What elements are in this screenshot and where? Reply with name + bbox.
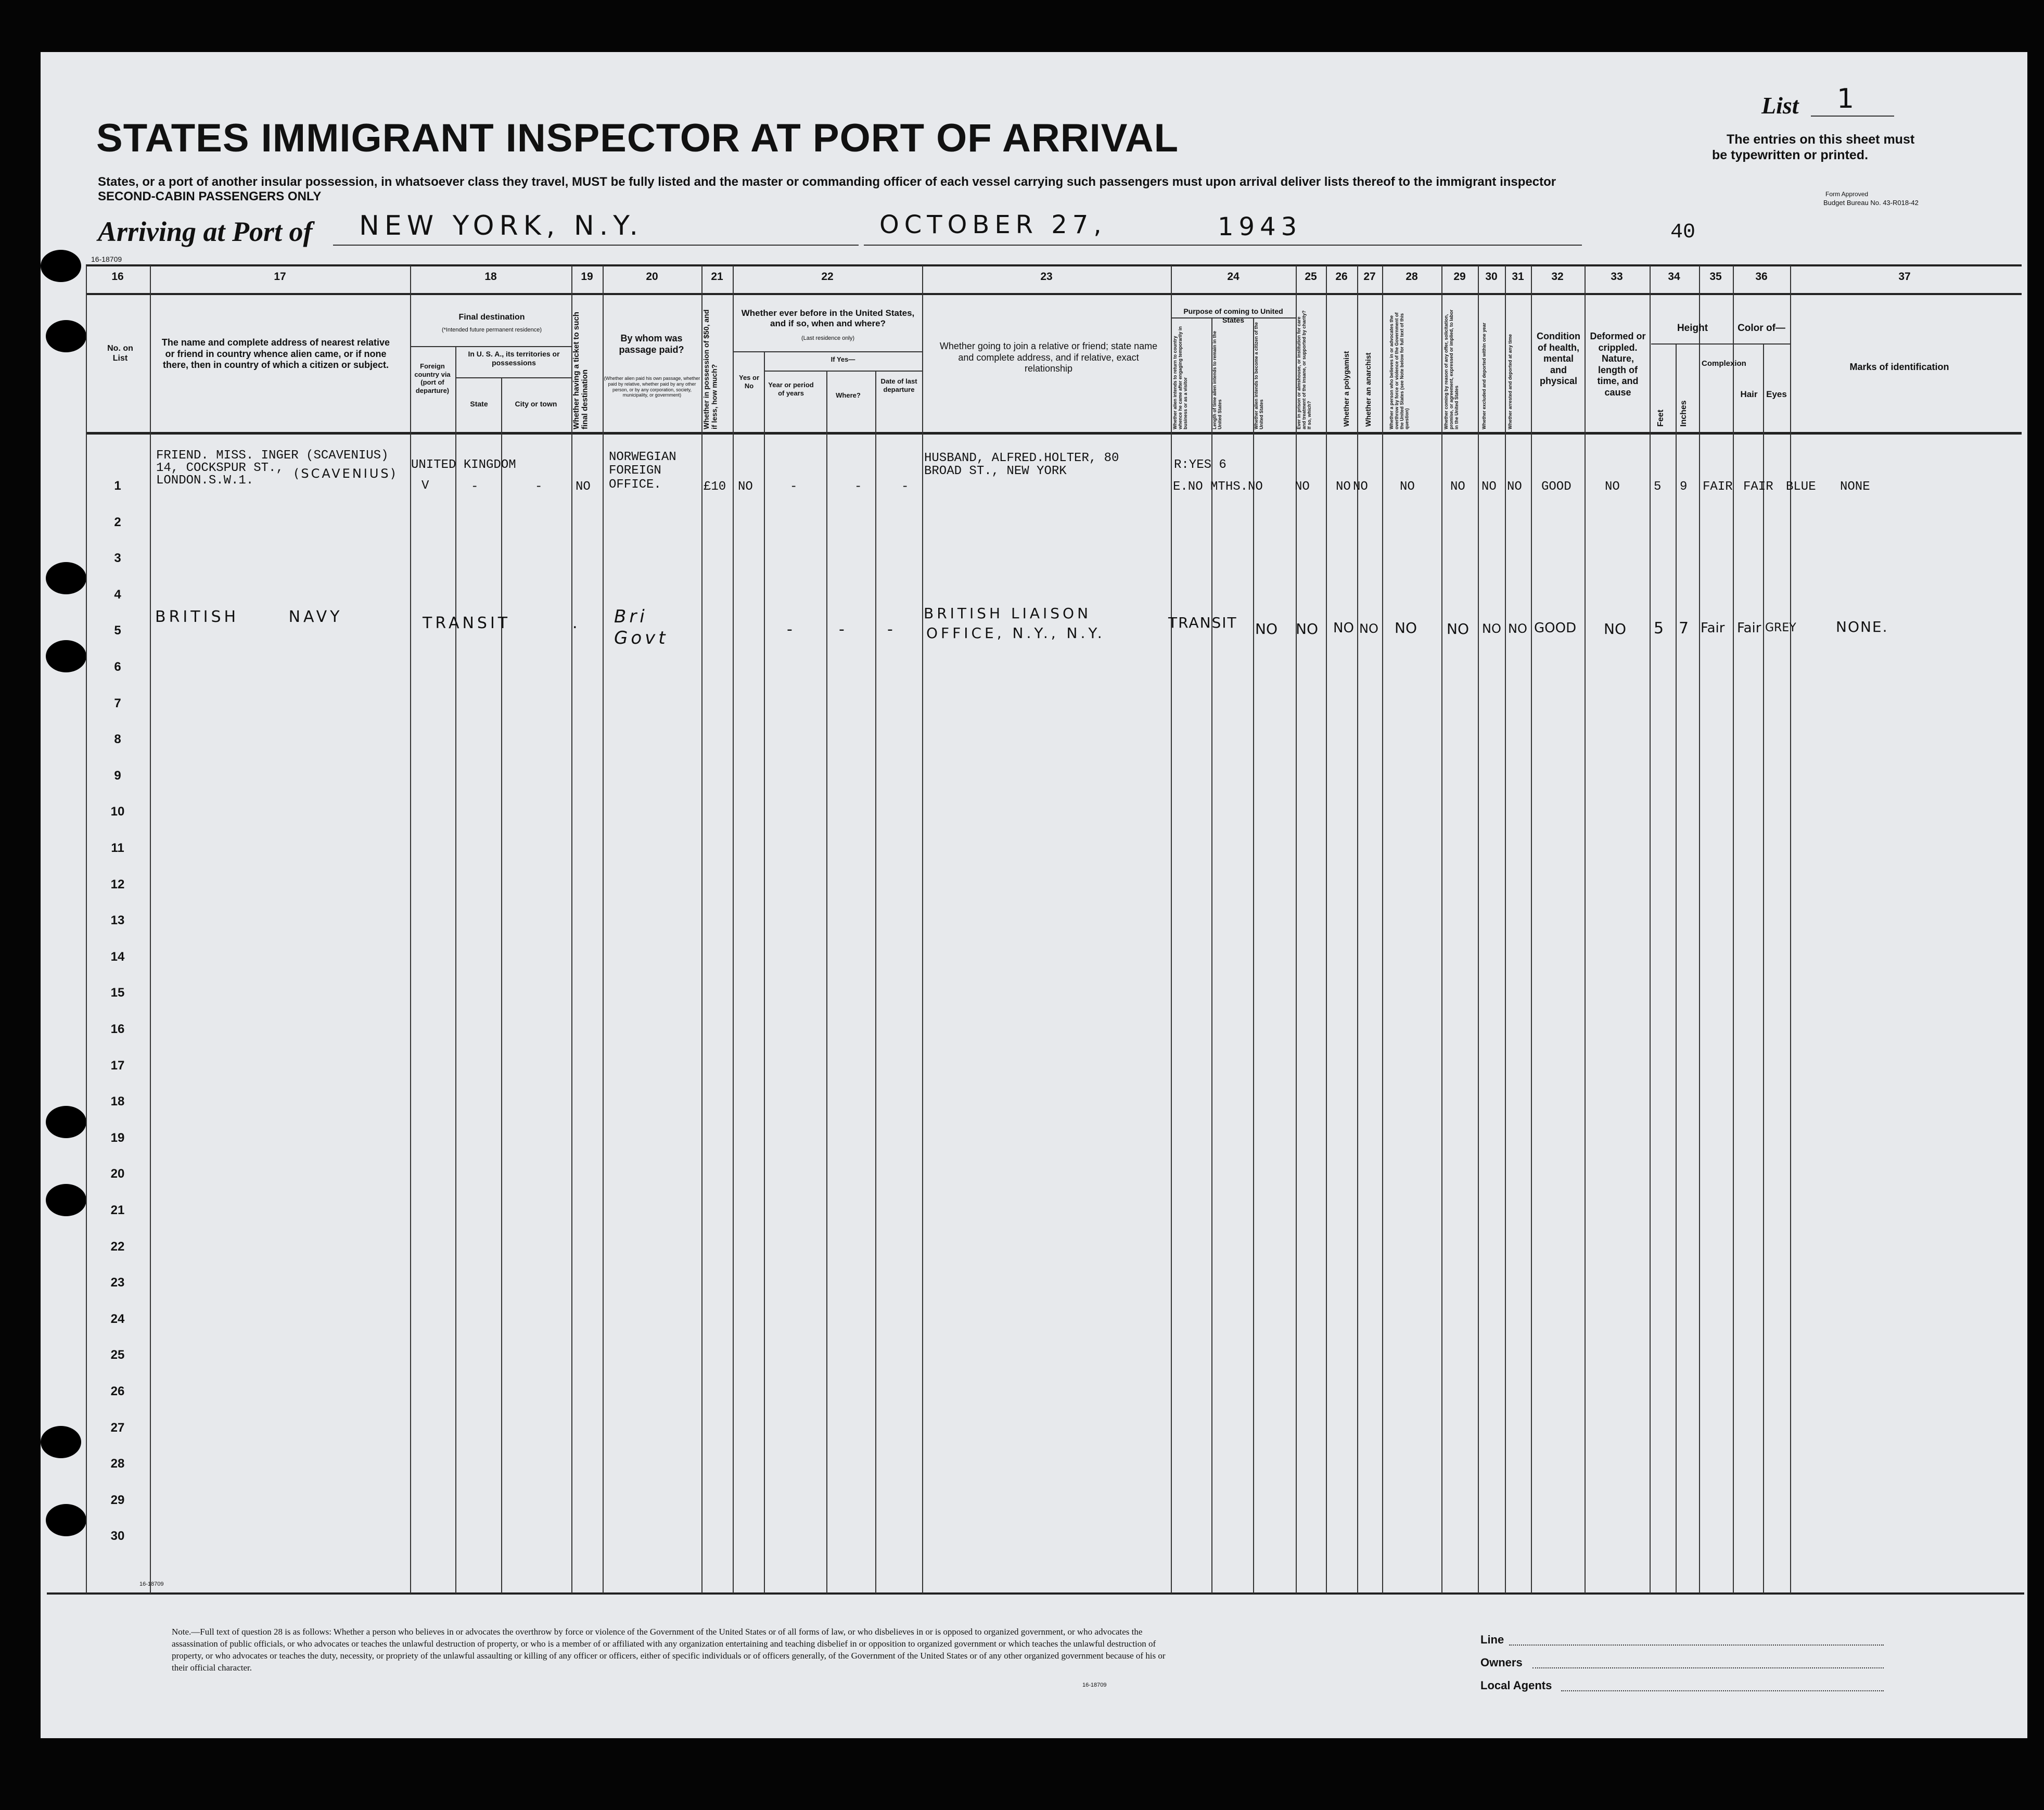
row-number: 26 <box>110 1384 125 1398</box>
entry1-purpose: R:YES 6 <box>1174 458 1227 472</box>
column-divider <box>1211 318 1212 1594</box>
column-number: 23 <box>1040 271 1053 283</box>
entry1-relative-line1: FRIEND. MISS. INGER (SCAVENIUS) <box>156 449 389 463</box>
entry1-marks: NONE <box>1840 480 1870 494</box>
row-number: 7 <box>114 696 121 710</box>
column-divider <box>1441 265 1442 1594</box>
col19-header: Whether having a ticket to such final destination <box>572 312 590 429</box>
column-divider <box>501 378 502 1594</box>
col34-feet: Feet <box>1656 410 1665 427</box>
port-value: NEW YORK, N.Y. <box>359 210 644 241</box>
column-divider <box>875 371 876 1594</box>
column-number: 30 <box>1485 271 1498 283</box>
entry1-deformed: NO <box>1605 480 1620 494</box>
entry5-join-line2: OFFICE, N.Y., N.Y. <box>926 624 1105 642</box>
column-number: 28 <box>1406 271 1418 283</box>
col17-header: The name and complete address of nearest relative or friend in country whence alien came, or if none there, then in country of which a citizen or subject. <box>161 337 390 371</box>
entry5-c30: NO <box>1482 621 1501 636</box>
col22-period: Year or period of years <box>768 381 814 397</box>
column-number: 26 <box>1335 271 1348 283</box>
col36-hair: Hair <box>1740 389 1758 399</box>
table-bottom-rule <box>47 1592 2024 1595</box>
row-number: 12 <box>110 877 125 891</box>
entry1-feet: 5 <box>1654 480 1662 494</box>
line-label: Line <box>1480 1633 1504 1646</box>
col18-note: (*Intended future permanent residence) <box>441 327 542 333</box>
col26-header: Whether a polygamist <box>1342 351 1350 427</box>
line-field[interactable] <box>1509 1645 1884 1647</box>
col34-inches: Inches <box>1679 400 1688 427</box>
row-number: 5 <box>114 623 121 638</box>
entry1-foreign-country: UNITED KINGDOM <box>411 458 516 472</box>
col33-header: Deformed or crippled. Nature, length of time, and cause <box>1590 331 1646 398</box>
column-divider <box>1478 265 1479 1594</box>
punch-hole <box>46 320 86 352</box>
page-title: STATES IMMIGRANT INSPECTOR AT PORT OF ARRIVAL <box>96 116 1179 160</box>
entry1-c31: NO <box>1507 480 1522 494</box>
form-code: 16-18709 <box>91 255 122 263</box>
row-number: 6 <box>114 660 121 674</box>
column-number: 21 <box>711 271 723 283</box>
entry1-hair: FAIR <box>1743 480 1773 494</box>
col24c-header: Whether alien intends to become a citizen of the United States <box>1254 322 1264 429</box>
entry5-feet: 5 <box>1654 619 1667 638</box>
column-divider <box>764 351 765 1594</box>
punch-hole <box>46 1106 86 1138</box>
instructions-text: States, or a port of another insular possession, in whatsoever class they travel, MUST be fully listed and the master or commanding officer of each vessel carrying such passengers must upon arrival deliver lists thereof to the immigrant inspector <box>98 175 1556 189</box>
column-number: 17 <box>274 271 286 283</box>
row-number: 28 <box>110 1457 125 1471</box>
row-number: 24 <box>110 1311 125 1326</box>
column-divider <box>826 371 827 1594</box>
entry1-city: - <box>535 480 543 494</box>
question-28-note: Note.—Full text of question 28 is as follows: Whether a person who believes in or advocates the overthrow by force or violence of the Government of the United States or of all forms of law, or who disbelieves in or is opposed to organized government, or who advocates the assassination of public officials, or who advocates or teaches the unlawful destruction of property, or who is a member of or affiliated with any organization entertaining and teaching disbelief in or opposition to organized government or which teaches the unlawful destruction of property, or who advocates or teaches the duty, necessity, or propriety of the unlawful assaulting or killing of any officer or officers, either of specific individuals or of officers generally, of the Government of the United States or of any other organized government because of his or their official character. <box>172 1627 1166 1673</box>
col21-header: Whether in possession of $50, and if less, how much? <box>702 309 719 429</box>
entry1-ticket: NO <box>576 480 591 494</box>
col22-ifyes: If Yes— <box>831 355 855 363</box>
col18-foreign-header: Foreign country via (port of departure) <box>414 362 451 394</box>
col22-date: Date of last departure <box>880 377 917 393</box>
entry1-join: HUSBAND, ALFRED.HOLTER, 80 BROAD ST., NEW YORK <box>924 451 1119 479</box>
entry5-c25: NO <box>1296 620 1318 638</box>
col18-city-header: City or town <box>515 400 557 408</box>
entry5-inches: 7 <box>1679 619 1692 638</box>
column-divider <box>1585 265 1586 1594</box>
column-divider <box>1357 265 1358 1594</box>
agents-label: Local Agents <box>1480 1679 1552 1692</box>
column-divider <box>1650 265 1651 1594</box>
date-underline <box>864 245 1238 246</box>
column-number: 32 <box>1551 271 1564 283</box>
entry5-relative: BRITISH NAVY <box>155 608 343 626</box>
row-number: 18 <box>110 1094 125 1109</box>
owners-label: Owners <box>1480 1656 1523 1669</box>
list-value: 1 <box>1837 83 1860 114</box>
col22-header: Whether ever before in the United States, and if so, when and where? <box>741 308 915 329</box>
col22-yesno: Yes or No <box>738 374 760 390</box>
entry5-c28: NO <box>1395 619 1417 636</box>
row-number: 30 <box>110 1529 125 1544</box>
row-number: 21 <box>110 1203 125 1217</box>
row-number: 8 <box>114 732 121 747</box>
column-number: 18 <box>484 271 497 283</box>
column-divider <box>1253 318 1254 1594</box>
entry1-c28: NO <box>1400 480 1415 494</box>
manifest-sheet <box>41 52 2027 1738</box>
column-divider <box>603 265 604 1594</box>
row-number: 29 <box>110 1493 125 1507</box>
entry1-ever-before: NO <box>738 480 753 494</box>
entry1-foreign-mark: V <box>421 479 429 493</box>
form-approved: Form Approved <box>1825 190 1869 198</box>
page-number: 40 <box>1670 221 1696 244</box>
entry5-join-line1: BRITISH LIAISON <box>924 605 1092 622</box>
column-divider <box>86 265 87 1594</box>
budget-bureau: Budget Bureau No. 43-R018-42 <box>1823 199 1919 207</box>
col18-header: Final destination <box>458 313 525 322</box>
row-number: 1 <box>114 479 121 493</box>
entry1-c29: NO <box>1450 480 1465 494</box>
entry5-period: - <box>787 620 796 639</box>
col25-header: Ever in prison or almshouse, or institution for care and treatment of the insane, or supported by charity? If so, which? <box>1296 310 1312 429</box>
col23-header: Whether going to join a relative or friend; state name and complete address, and if relative, exact relationship <box>939 341 1158 374</box>
column-divider <box>1505 265 1506 1594</box>
entry1-c27: NO <box>1353 480 1368 494</box>
col31-header: Whether arrested and deported at any time <box>1508 334 1513 429</box>
entry5-deformed: NO <box>1604 620 1626 638</box>
row-number: 9 <box>114 768 121 783</box>
entry5-c31: NO <box>1508 621 1527 636</box>
column-number: 36 <box>1755 271 1768 283</box>
agents-field[interactable] <box>1561 1690 1884 1692</box>
column-divider <box>922 265 923 1594</box>
column-divider <box>733 265 734 1594</box>
col35-header: Complexion <box>1702 359 1746 368</box>
entry1-period: - <box>790 480 798 494</box>
list-label: List <box>1761 92 1799 119</box>
entry1-passage-paid: NORWEGIAN FOREIGN OFFICE. <box>609 450 676 492</box>
colnum-rule <box>86 293 2022 295</box>
entry5-departure: - <box>887 620 896 639</box>
row-number: 2 <box>114 515 121 529</box>
column-divider <box>1296 265 1297 1594</box>
column-divider <box>1326 265 1327 1594</box>
column-number: 33 <box>1611 271 1623 283</box>
port-underline <box>333 245 859 246</box>
col37-header: Marks of identification <box>1849 362 1949 372</box>
entry1-c25: NO <box>1295 480 1310 494</box>
col20-note: (Whether alien paid his own passage, whether paid by relative, whether paid by any other person, or by any corporation, society, municipality, or government) <box>604 376 700 398</box>
class-line: SECOND-CABIN PASSENGERS ONLY <box>98 189 322 203</box>
col24-header: Purpose of coming to United States <box>1183 307 1283 324</box>
column-number: 22 <box>821 271 834 283</box>
entry1-relative-handwritten: (SCAVENIUS) <box>294 466 398 481</box>
entry5-where: - <box>839 620 848 639</box>
col30-header: Whether excluded and deported within one year <box>1481 322 1487 429</box>
row-number: 16 <box>110 1022 125 1036</box>
column-number: 25 <box>1305 271 1317 283</box>
punch-hole <box>46 1504 86 1536</box>
date-value: OCTOBER 27, <box>879 210 1107 239</box>
year-underline <box>1238 245 1582 246</box>
owners-field[interactable] <box>1532 1667 1884 1669</box>
col29-header: Whether coming by reason of any offer, solicitation, promise, or agreement, expressed or implied, to labor in the United States <box>1443 309 1459 429</box>
col27-header: Whether an anarchist <box>1364 352 1372 427</box>
entry5-c26: NO <box>1333 620 1354 636</box>
list-underline <box>1811 116 1894 117</box>
column-number: 27 <box>1363 271 1376 283</box>
col32-header: Condition of health, mental and physical <box>1537 331 1580 387</box>
entry1-money: £10 <box>704 480 726 494</box>
row-number: 13 <box>110 913 125 928</box>
header-bottom-rule <box>86 432 2022 435</box>
col28-header: Whether a person who believes in or advocates the overthrow by force or violence of the Government of the United States (see Note below for full text of this question) <box>1389 312 1410 429</box>
entry1-state: - <box>471 480 479 494</box>
entry5-destination: TRANSIT <box>423 614 511 632</box>
row-number: 17 <box>110 1058 125 1073</box>
col22-note: (Last residence only) <box>801 335 855 341</box>
entry5-c29: NO <box>1447 620 1469 638</box>
column-divider <box>1171 265 1172 1594</box>
row-number: 3 <box>114 551 121 566</box>
col36-eyes: Eyes <box>1766 389 1787 399</box>
column-number: 34 <box>1668 271 1680 283</box>
entry1-relative-line3: LONDON.S.W.1. <box>156 474 254 488</box>
col20-header: By whom was passage paid? <box>619 333 684 355</box>
row-number: 27 <box>110 1420 125 1435</box>
column-number: 19 <box>581 271 593 283</box>
column-divider <box>1531 265 1532 1594</box>
punch-hole <box>41 250 81 282</box>
column-divider <box>1699 265 1700 1594</box>
punch-hole <box>41 1426 81 1458</box>
column-divider <box>1733 265 1734 1594</box>
col18-us-header: In U. S. A., its territories or possessions <box>468 350 560 367</box>
column-number: 16 <box>111 271 124 283</box>
entries-note: The entries on this sheet must <box>1727 132 1915 147</box>
row-number: 19 <box>110 1130 125 1145</box>
entry5-health: GOOD <box>1534 620 1577 636</box>
row-number: 10 <box>110 805 125 819</box>
entry1-where: - <box>854 480 862 494</box>
entry5-ticket: . <box>572 614 581 632</box>
entry5-purpose: TRANSIT <box>1168 614 1237 631</box>
column-divider <box>1676 345 1677 1594</box>
entry5-c24c: NO <box>1255 620 1278 638</box>
entry1-departure: - <box>901 480 909 494</box>
row-number: 25 <box>110 1348 125 1362</box>
entry5-passage-paid: Bri Govt <box>614 606 669 648</box>
entry1-inches: 9 <box>1680 480 1688 494</box>
column-divider <box>571 265 572 1594</box>
entry5-c27: NO <box>1359 621 1378 636</box>
column-divider <box>455 347 456 1594</box>
row-number: 14 <box>110 949 125 964</box>
col18-state-header: State <box>470 400 488 408</box>
row-number: 22 <box>110 1239 125 1254</box>
year-value: 1943 <box>1218 212 1302 241</box>
row-number: 20 <box>110 1167 125 1181</box>
entry1-c30: NO <box>1481 480 1497 494</box>
column-divider <box>701 265 702 1594</box>
punch-hole <box>46 640 86 672</box>
col22-where: Where? <box>836 391 861 399</box>
column-number: 20 <box>646 271 658 283</box>
column-divider <box>150 265 151 1594</box>
col24b-header: Length of time alien intends to remain in the United States <box>1212 330 1222 429</box>
col36-header: Color of— <box>1738 323 1785 334</box>
column-divider <box>1790 265 1791 1594</box>
table-form-code: 16-18709 <box>139 1581 164 1587</box>
row-number: 15 <box>110 986 125 1000</box>
entries-note: be typewritten or printed. <box>1712 148 1869 162</box>
entry1-relative-line2: 14, COCKSPUR ST., <box>156 461 284 475</box>
entry1-purpose-line2: E.NO MTHS.NO <box>1173 480 1263 494</box>
entry5-complexion: Fair <box>1701 620 1725 636</box>
entry5-eyes: GREY <box>1765 621 1796 634</box>
column-number: 35 <box>1709 271 1722 283</box>
entry5-marks: NONE. <box>1836 618 1888 635</box>
entry1-complexion: FAIR <box>1703 480 1733 494</box>
punch-hole <box>46 562 86 594</box>
column-divider <box>1763 345 1764 1594</box>
arriving-label: Arriving at Port of <box>98 216 313 247</box>
column-number: 31 <box>1512 271 1524 283</box>
column-divider <box>1382 265 1383 1594</box>
column-number: 24 <box>1227 271 1240 283</box>
column-number: 29 <box>1453 271 1466 283</box>
entry5-hair: Fair <box>1737 620 1761 636</box>
column-number: 37 <box>1898 271 1911 283</box>
row-number: 4 <box>114 587 121 602</box>
col34-header: Height <box>1677 323 1708 334</box>
footer-form-code: 16-18709 <box>1082 1682 1107 1688</box>
entry1-c26: NO <box>1336 480 1351 494</box>
col16-header: No. on List <box>107 344 133 363</box>
entry1-health: GOOD <box>1541 480 1572 494</box>
table-top-rule <box>86 264 2022 266</box>
row-number: 11 <box>111 841 124 855</box>
row-number: 23 <box>110 1276 125 1290</box>
col24a-header: Whether alien intends to return to country whence he came after engaging temporarily in business or as a visitor <box>1172 326 1188 429</box>
entry1-eyes: BLUE <box>1786 480 1816 494</box>
punch-hole <box>46 1184 86 1216</box>
